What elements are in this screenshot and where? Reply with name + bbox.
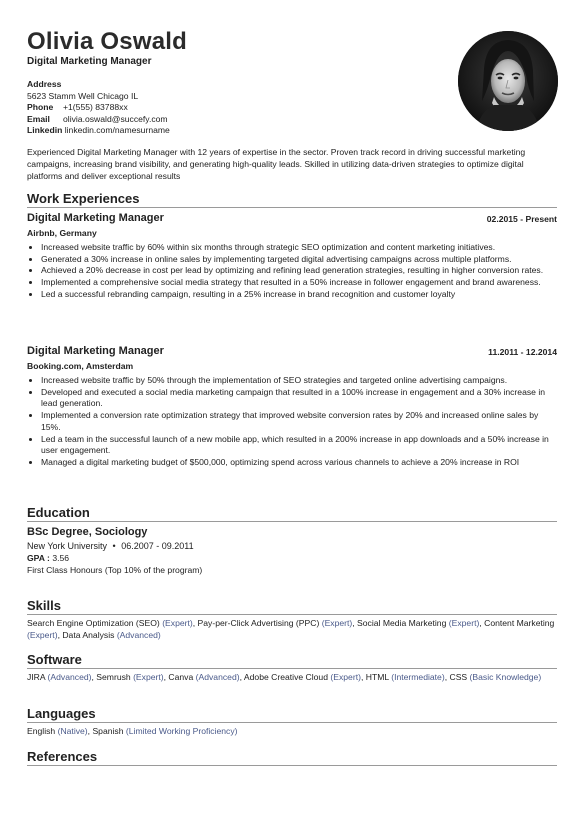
linkedin-row	[27, 125, 170, 137]
job-1-dates: 02.2015 - Present	[486, 214, 557, 224]
address-value: 5623 Stamm Well Chicago IL	[27, 90, 139, 101]
email-label: Email	[27, 113, 50, 124]
education-school: New York University	[27, 541, 108, 551]
languages-heading: Languages	[27, 706, 557, 723]
job-1-bullet-4: • Implemented a comprehensive social media strategy that resulted in a 50% increase in follower engagement and brand awareness.	[41, 277, 557, 289]
email-row	[27, 114, 170, 126]
skill-item: Content Marketing (Expert),	[27, 618, 555, 640]
language-item: English (Native),	[27, 726, 93, 736]
education-entry	[27, 526, 557, 576]
skill-item: Search Engine Optimization (SEO) (Expert),	[27, 618, 198, 628]
job-2-bullet-2: • Developed and executed a social media marketing campaign that resulted in a 100% increase in engagement and a 30% increase in lead generation.	[41, 387, 557, 410]
job-2-company: Booking.com, Amsterdam	[27, 361, 134, 371]
software-item: CSS (Basic Knowledge)	[449, 672, 542, 682]
profile-photo-portrait	[458, 31, 558, 131]
phone-label: Phone	[27, 102, 54, 112]
software-item: Adobe Creative Cloud (Expert),	[243, 672, 366, 682]
references-heading: References	[27, 749, 557, 766]
skill-item: Data Analysis (Advanced)	[62, 629, 161, 640]
job-entry-1	[27, 212, 557, 301]
candidate-title: Digital Marketing Manager	[27, 56, 152, 67]
phone-row	[27, 102, 170, 114]
professional-summary: Experienced Digital Marketing Manager with 12 years of expertise in the sector. Proven track record in driving successful marketing campaigns, increasing brand visibility, and generating high-quality leads. Skilled in utilizing data-driven strategies to optimize digital platforms and deliver exceptional results	[27, 147, 526, 182]
profile-photo	[458, 31, 558, 131]
job-entry-2	[27, 345, 557, 469]
job-2-bullet-5: • Managed a digital marketing budget of $500,000, optimizing spend across various channels to achieve a 20% increase in ROI	[41, 457, 557, 469]
job-2-bullet-4: • Led a team in the successful launch of a new mobile app, which resulted in a 200% increase in app downloads and a 50% increase in user engagement.	[41, 434, 557, 457]
skill-item: Social Media Marketing (Expert),	[357, 618, 485, 628]
software-item: Canva (Advanced),	[168, 672, 244, 682]
job-1-title: Digital Marketing Manager	[27, 212, 164, 224]
education-honours: First Class Honours (Top 10% of the program)	[27, 565, 203, 575]
software-item: Semrush (Expert),	[96, 672, 169, 682]
education-degree: BSc Degree, Sociology	[27, 526, 148, 538]
contact-block	[27, 79, 170, 137]
address-label: Address	[27, 79, 62, 89]
job-1-company: Airbnb, Germany	[27, 228, 97, 238]
job-1-bullet-5: • Led a successful rebranding campaign, resulting in a 25% increase in brand recognition and customer loyalty	[41, 289, 557, 301]
job-2-bullets	[27, 375, 557, 469]
linkedin-label: Linkedin	[27, 125, 63, 135]
education-heading: Education	[27, 505, 557, 522]
education-school-row	[27, 540, 557, 552]
gpa-value: 3.56	[52, 553, 70, 563]
candidate-name: Olivia Oswald	[27, 28, 187, 55]
education-dates: 06.2007 - 09.2011	[121, 541, 194, 551]
job-1-bullet-3: • Achieved a 20% decrease in cost per lead by optimizing and refining lead generation strategies, resulting in higher conversion rates.	[41, 265, 557, 277]
job-2-title: Digital Marketing Manager	[27, 345, 164, 357]
languages-list	[27, 726, 557, 738]
phone-value: +1(555) 83788xx	[63, 102, 128, 112]
skill-item: Pay-per-Click Advertising (PPC) (Expert),	[197, 618, 358, 628]
email-value[interactable]: olivia.oswald@succefy.com	[63, 113, 168, 124]
software-heading: Software	[27, 652, 557, 669]
job-2-dates: 11.2011 - 12.2014	[488, 347, 557, 357]
linkedin-value[interactable]: linkedin.com/namesurname	[64, 125, 170, 135]
skills-list	[27, 618, 557, 641]
education-gpa-row	[27, 552, 557, 564]
job-2-bullet-1: • Increased website traffic by 50% through the implementation of SEO strategies and targeted online advertising campaigns.	[41, 375, 557, 387]
software-item: HTML (Intermediate),	[365, 672, 450, 682]
job-1-bullet-1: • Increased website traffic by 60% within six months through strategic SEO optimization and content marketing initiatives.	[41, 242, 557, 254]
language-item: Spanish (Limited Working Proficiency)	[92, 726, 238, 736]
software-item: JIRA (Advanced),	[27, 672, 97, 682]
work-experiences-heading: Work Experiences	[27, 191, 557, 208]
software-list	[27, 672, 557, 684]
gpa-label: GPA :	[27, 553, 50, 563]
job-2-bullet-3: • Implemented a conversion rate optimization strategy that improved website conversion rates by 20% and increased online sales by 15%.	[41, 410, 557, 433]
education-separator: •	[112, 541, 116, 551]
job-1-bullet-2: • Generated a 30% increase in online sales by implementing targeted digital advertising campaigns across multiple platforms.	[41, 254, 557, 266]
job-1-bullets	[27, 242, 557, 301]
skills-heading: Skills	[27, 598, 557, 615]
